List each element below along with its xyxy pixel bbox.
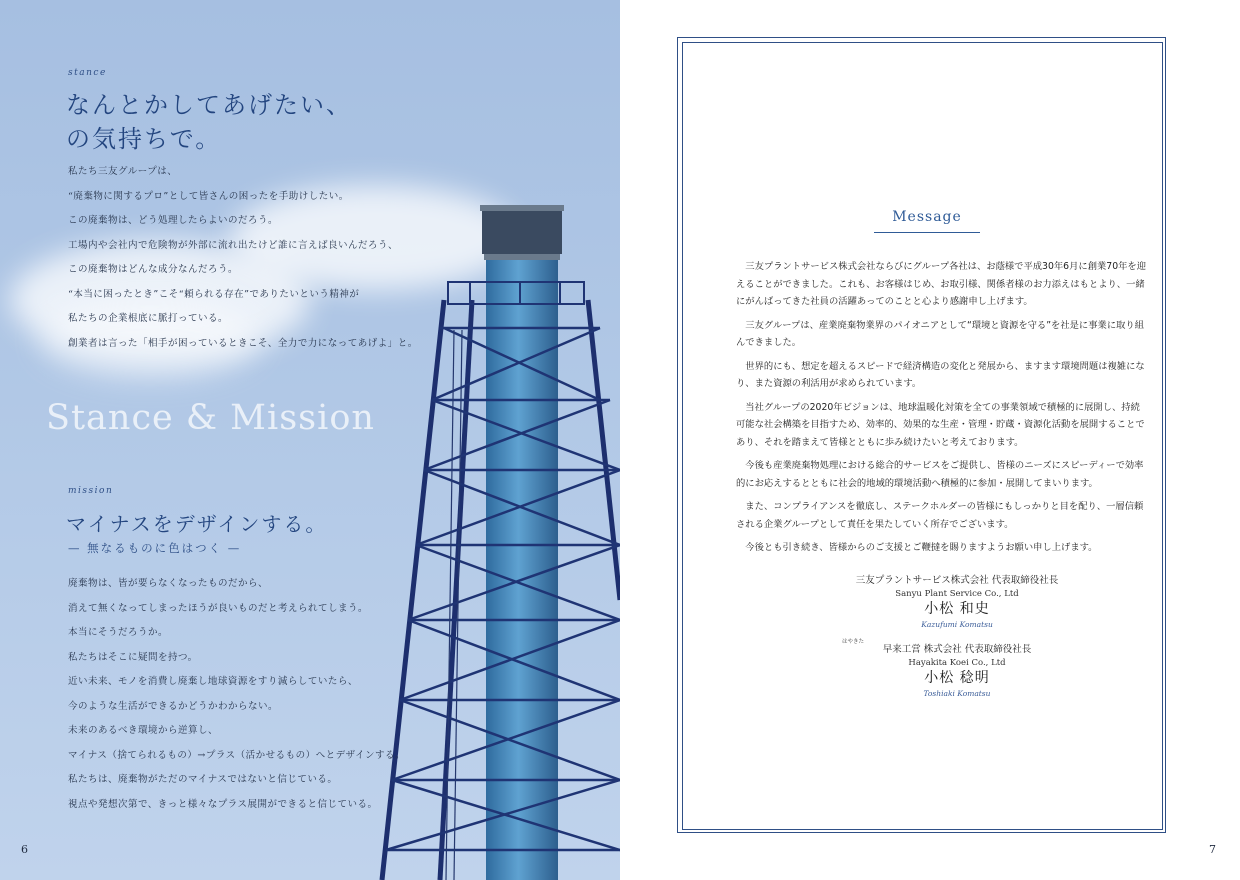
mission-line: 私たちはそこに疑問を持つ。	[68, 651, 198, 663]
message-paragraph: また、コンプライアンスを徹底し、ステークホルダーの皆様にもしっかりと目を配り、一層信頼される企業グループとして責任を果たしていく所存でございます。	[736, 501, 1144, 530]
mission-line: 視点や発想次第で、きっと様々なプラス展開ができると信じている。	[68, 798, 378, 810]
mission-body	[68, 572, 405, 817]
signature-name: 小松 和史	[924, 601, 990, 617]
company-ruby: はやきた	[842, 639, 865, 645]
signature-company-en: Sanyu Plant Service Co., Ltd	[895, 589, 1019, 599]
signature-company-text: 早来工営 株式会社 代表取締役社長	[882, 644, 1032, 655]
stance-line: 私たち三友グループは、	[68, 166, 178, 177]
stance-line: 工場内や会社内で危険物が外部に流れ出たけど誰に言えば良いんだろう、	[68, 239, 399, 251]
stance-line: “本当に困ったとき”こそ“頼られる存在”でありたいという精神が	[68, 288, 360, 300]
message-paragraph: 三友プラントサービス株式会社ならびにグループ各社は、お蔭様で平成30年6月に創業70年を迎えることができました。これも、お客様はじめ、お取引様、関係者様のお力添えはもとより、一緒にがんばってきた社員の活躍あってのことと心より感謝申し上げます。	[736, 261, 1147, 307]
signature-name: 小松 稔明	[924, 670, 990, 686]
message-title: Message	[892, 209, 962, 225]
stance-heading-line1: なんとかしてあげたい、	[66, 91, 352, 119]
mission-subheading: — 無なるものに色はつく —	[68, 541, 242, 555]
mission-line: 本当にそうだろうか。	[68, 627, 169, 638]
mission-line: マイナス（捨てられるもの）→プラス（活かせるもの）へとデザインする。	[68, 749, 405, 761]
mission-line: 私たちは、廃棄物がただのマイナスではないと信じている。	[68, 774, 338, 785]
stance-line: 私たちの企業根底に脈打っている。	[68, 313, 229, 324]
stance-mission-title: Stance & Mission	[46, 398, 375, 438]
stance-label: stance	[68, 68, 107, 78]
mission-line: 消えて無くなってしまったほうが良いものだと考えられてしまう。	[68, 602, 369, 614]
mission-line: 今のような生活ができるかどうかわからない。	[68, 700, 279, 712]
page-number-right: 7	[1209, 843, 1216, 856]
stance-body	[68, 160, 418, 356]
message-body	[736, 258, 1146, 563]
message-title-underline	[874, 232, 980, 233]
message-paragraph: 今後とも引き続き、皆様からのご支援とご鞭撻を賜りますようお願い申し上げます。	[745, 542, 1098, 553]
mission-line: 近い未来、モノを消費し廃棄し地球資源をすり減らしていたら、	[68, 676, 358, 687]
signature-company-en: Hayakita Koei Co., Ltd	[908, 658, 1006, 668]
mission-line: 未来のあるべき環境から逆算し、	[68, 725, 219, 736]
message-paragraph: 当社グループの2020年ビジョンは、地球温暖化対策を全ての事業領域で積極的に展開し、持続可能な社会構築を目指すため、効率的、効果的な生産・管理・貯蔵・資源化活動を展開することであり、それを踏まえて皆様とともに歩み続けたいと考えております。	[736, 401, 1145, 448]
message-paragraph: 今後も産業廃棄物処理における総合的サービスをご提供し、皆様のニーズにスピーディーで効率的にお応えするとともに社会的地域的環境活動へ積極的に参加・展開してまいります。	[736, 460, 1144, 489]
stance-line: この廃棄物はどんな成分なんだろう。	[68, 264, 239, 275]
stance-heading-line2: の気持ちで。	[66, 125, 222, 153]
stance-line: “廃棄物に関するプロ”として皆さんの困ったを手助けしたい。	[68, 190, 349, 202]
right-page	[620, 0, 1240, 880]
mission-line: 廃棄物は、皆が要らなくなったものだから、	[68, 578, 269, 589]
message-paragraph: 三友グループは、産業廃棄物業界のパイオニアとして“環境と資源を守る”を社是に事業に取り組んできました。	[736, 319, 1145, 348]
signature-sanyu	[840, 574, 1074, 630]
signature-company: 三友プラントサービス株式会社 代表取締役社長	[855, 575, 1059, 586]
page-number-left: 6	[21, 843, 28, 856]
signature-name-en: Kazufumi Komatsu	[921, 620, 993, 629]
stance-line: 創業者は言った「相手が困っているときこそ、全力で力になってあげよ」と。	[68, 337, 418, 349]
signature-name-en: Toshiaki Komatsu	[923, 689, 991, 698]
signature-hayakita	[840, 639, 1074, 699]
message-paragraph: 世界的にも、想定を超えるスピードで経済構造の変化と発展から、ますます環境問題は複雑になり、また資源の利活用が求められています。	[736, 360, 1145, 389]
signature-company	[840, 639, 1074, 657]
mission-heading: マイナスをデザインする。	[66, 512, 328, 536]
stance-heading	[66, 88, 352, 156]
stance-line: この廃棄物は、どう処理したらよいのだろう。	[68, 215, 279, 226]
mission-label: mission	[68, 486, 114, 496]
